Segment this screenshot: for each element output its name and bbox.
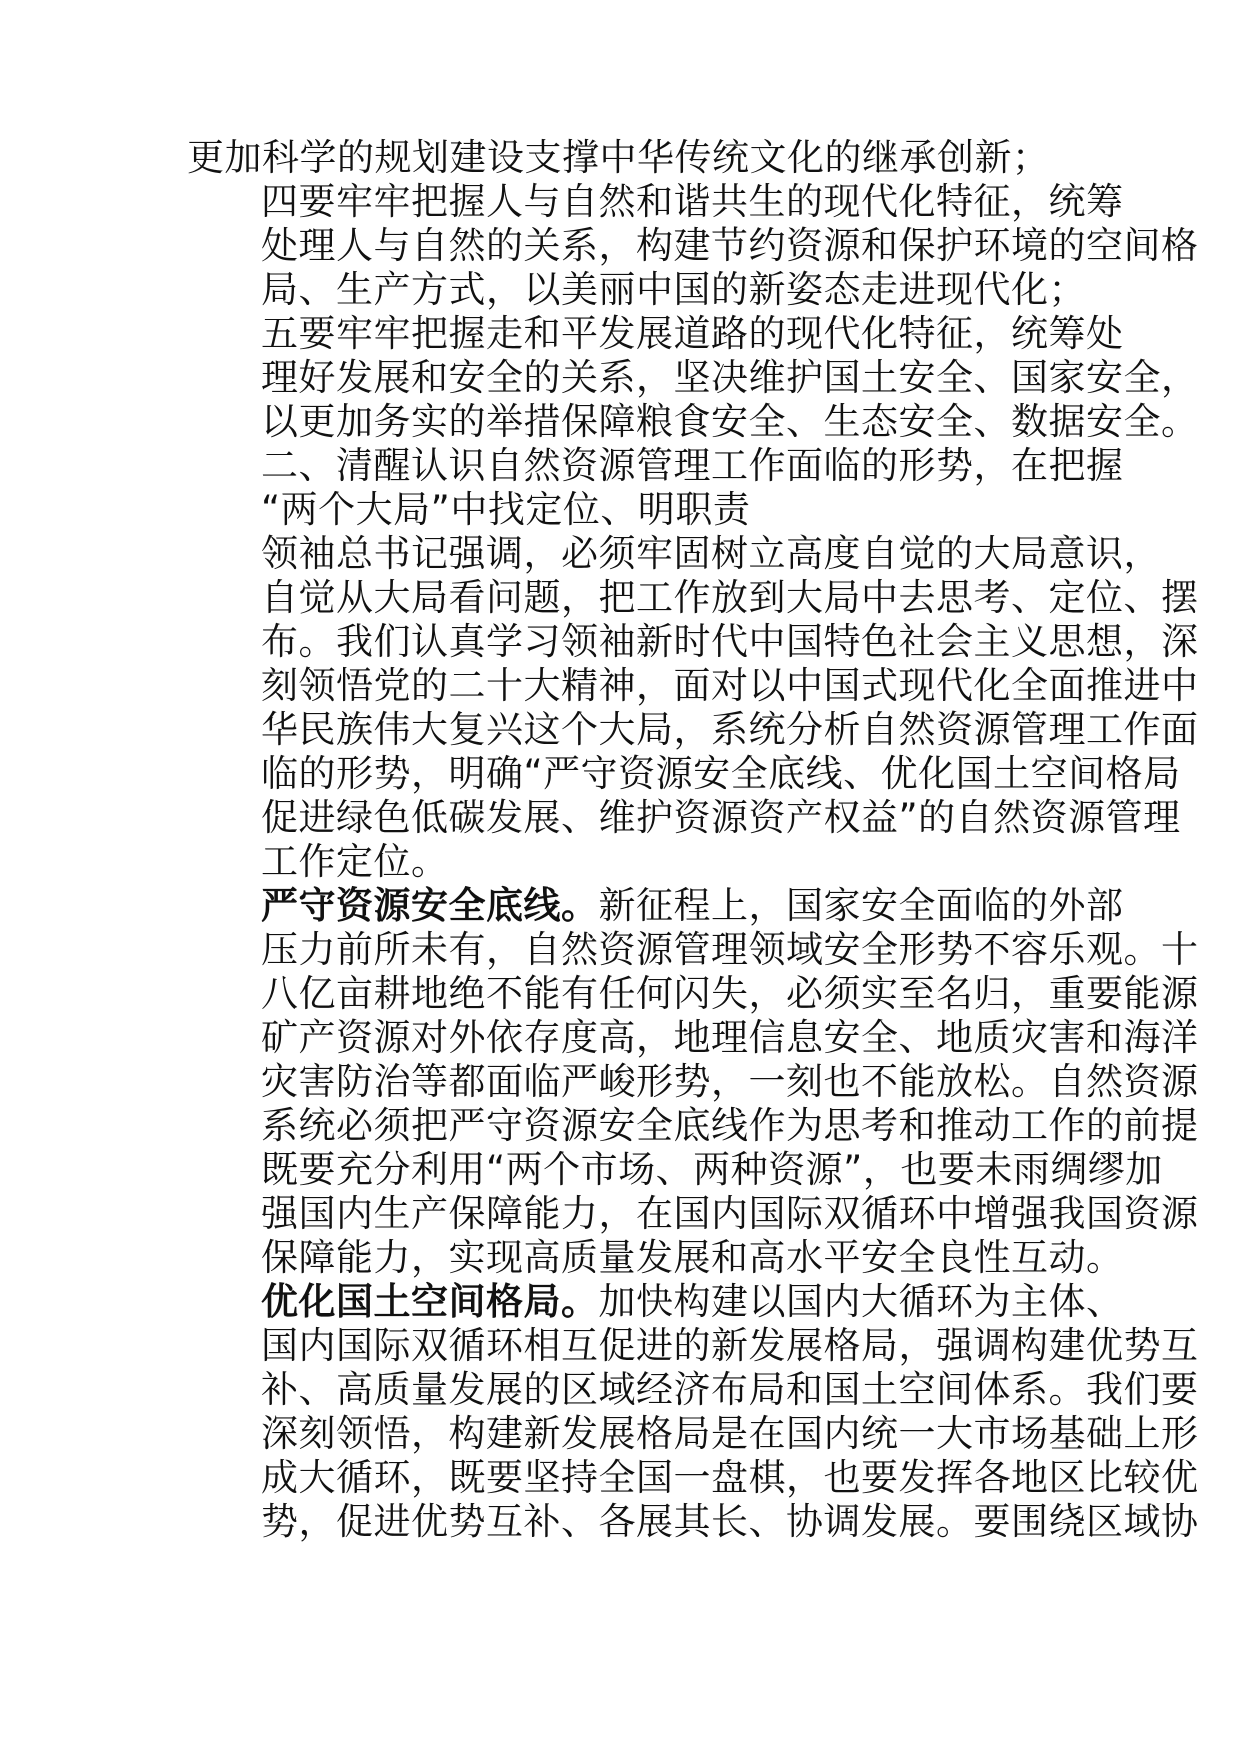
text-line: 八亿亩耕地绝不能有任何闪失，必须实至名归，重要能源 xyxy=(261,972,1199,1015)
text-line: 系统必须把严守资源安全底线作为思考和推动工作的前提 xyxy=(261,1104,1199,1147)
text-line: 势，促进优势互补、各展其长、协调发展。要围绕区域协 xyxy=(261,1500,1199,1543)
text-line: 既要充分利用“两个市场、两种资源”，也要未雨绸缪加 xyxy=(261,1148,1163,1191)
text-line: 矿产资源对外依存度高，地理信息安全、地质灾害和海洋 xyxy=(261,1016,1199,1059)
text-line: 布。我们认真学习领袖新时代中国特色社会主义思想，深 xyxy=(261,620,1199,663)
text-line: 灾害防治等都面临严峻形势，一刻也不能放松。自然资源 xyxy=(261,1060,1199,1103)
text-line: 工作定位。 xyxy=(261,840,449,883)
document-page xyxy=(187,136,1199,1544)
text-line: 自觉从大局看问题，把工作放到大局中去思考、定位、摆 xyxy=(261,576,1199,619)
paragraph-fourth-point xyxy=(187,180,1199,312)
paragraph-fifth-point xyxy=(187,312,1199,444)
text-line xyxy=(187,1280,1124,1324)
text-line: 四要牢牢把握人与自然和谐共生的现代化特征，统筹 xyxy=(261,180,1124,223)
bold-lead-in: 优化国土空间格局。 xyxy=(261,1280,599,1323)
bold-lead-in: 严守资源安全底线。 xyxy=(261,884,599,927)
text-run: 加快构建以国内大循环为主体、 xyxy=(598,1280,1124,1323)
paragraph-spatial-layout xyxy=(187,1280,1199,1544)
text-line: 压力前所未有，自然资源管理领域安全形势不容乐观。十 xyxy=(261,928,1199,971)
text-line: 促进绿色低碳发展、维护资源资产权益”的自然资源管理 xyxy=(261,796,1181,839)
text-line: 局、生产方式，以美丽中国的新姿态走进现代化； xyxy=(261,268,1086,311)
heading-line: “两个大局”中找定位、明职责 xyxy=(261,488,751,531)
section-heading xyxy=(187,444,1124,532)
text-line: 处理人与自然的关系，构建节约资源和保护环境的空间格 xyxy=(261,224,1199,267)
text-line: 保障能力，实现高质量发展和高水平安全良性互动。 xyxy=(261,1236,1124,1279)
text-line: 深刻领悟，构建新发展格局是在国内统一大市场基础上形 xyxy=(261,1412,1199,1455)
text-line: 更加科学的规划建设支撑中华传统文化的继承创新； xyxy=(187,136,1050,179)
text-run: 新征程上，国家安全面临的外部 xyxy=(598,884,1124,927)
text-line: 国内国际双循环相互促进的新发展格局，强调构建优势互 xyxy=(261,1324,1199,1367)
paragraph-continuation xyxy=(187,136,1067,180)
text-line: 临的形势，明确“严守资源安全底线、优化国土空间格局 xyxy=(261,752,1181,795)
text-line: 成大循环，既要坚持全国一盘棋，也要发挥各地区比较优 xyxy=(261,1456,1199,1499)
text-line: 领袖总书记强调，必须牢固树立高度自觉的大局意识， xyxy=(261,532,1161,575)
text-line: 强国内生产保障能力，在国内国际双循环中增强我国资源 xyxy=(261,1192,1199,1235)
text-line xyxy=(187,884,1124,928)
text-line: 理好发展和安全的关系，坚决维护国土安全、国家安全， xyxy=(261,356,1199,399)
text-line: 以更加务实的举措保障粮食安全、生态安全、数据安全。 xyxy=(261,400,1199,443)
text-line: 补、高质量发展的区域经济布局和国土空间体系。我们要 xyxy=(261,1368,1199,1411)
text-line: 五要牢牢把握走和平发展道路的现代化特征，统筹处 xyxy=(261,312,1124,355)
text-line: 华民族伟大复兴这个大局，系统分析自然资源管理工作面 xyxy=(261,708,1199,751)
paragraph-resource-security xyxy=(187,884,1199,1280)
heading-line: 二、清醒认识自然资源管理工作面临的形势，在把握 xyxy=(261,444,1124,487)
paragraph-overall-awareness xyxy=(187,532,1199,884)
text-line: 刻领悟党的二十大精神，面对以中国式现代化全面推进中 xyxy=(261,664,1199,707)
